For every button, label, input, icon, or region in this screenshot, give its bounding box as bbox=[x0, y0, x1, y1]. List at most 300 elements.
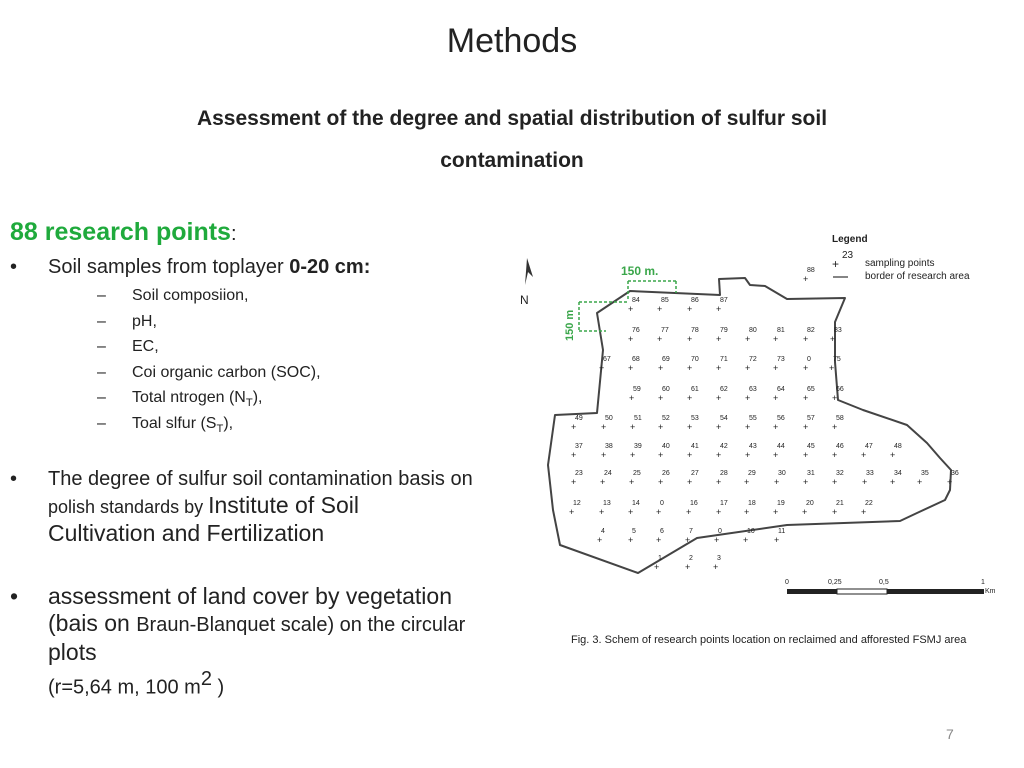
superscript: 2 bbox=[200, 668, 212, 690]
bullet-text: Soil samples from toplayer bbox=[48, 256, 290, 278]
sampling-point-label: 85 bbox=[661, 297, 669, 304]
sampling-point-label: 38 bbox=[605, 443, 613, 450]
sampling-point-label: 22 bbox=[865, 500, 873, 507]
sampling-point-label: 33 bbox=[866, 470, 874, 477]
sampling-point-label: 80 bbox=[749, 327, 757, 334]
sampling-point bbox=[599, 500, 611, 517]
sampling-point-label: 87 bbox=[720, 297, 728, 304]
sampling-point-label: 42 bbox=[720, 443, 728, 450]
sampling-point-label: 82 bbox=[807, 327, 815, 334]
sampling-point bbox=[802, 500, 814, 517]
sampling-point bbox=[745, 443, 757, 460]
sampling-point bbox=[716, 443, 728, 460]
sampling-point-plus-icon: + bbox=[571, 422, 577, 432]
sampling-point-plus-icon: + bbox=[743, 535, 749, 545]
sampling-point-label: 11 bbox=[778, 528, 786, 535]
sampling-point bbox=[832, 470, 844, 487]
subscript: T bbox=[216, 422, 224, 435]
sub-item-text: ), bbox=[223, 414, 234, 432]
sampling-point bbox=[745, 386, 757, 403]
sampling-point bbox=[716, 386, 728, 403]
sampling-point bbox=[658, 443, 670, 460]
sampling-points bbox=[569, 267, 959, 572]
sampling-point-plus-icon: + bbox=[773, 393, 779, 403]
sampling-point-label: 34 bbox=[894, 470, 902, 477]
sampling-point-plus-icon: + bbox=[687, 477, 693, 487]
sampling-point bbox=[629, 470, 641, 487]
sampling-point bbox=[917, 470, 929, 487]
sampling-point-label: 77 bbox=[661, 327, 669, 334]
research-points-heading bbox=[10, 218, 237, 247]
sampling-point-label: 26 bbox=[662, 470, 670, 477]
sampling-point bbox=[599, 356, 611, 373]
sampling-point-plus-icon: + bbox=[745, 334, 751, 344]
sampling-point-plus-icon: + bbox=[773, 334, 779, 344]
sampling-point-label: 7 bbox=[689, 528, 693, 535]
sampling-point-plus-icon: + bbox=[803, 363, 809, 373]
sampling-point bbox=[687, 470, 699, 487]
bullet-line: plots bbox=[48, 639, 97, 665]
sampling-point-plus-icon: + bbox=[658, 450, 664, 460]
sampling-point-label: 0 bbox=[660, 500, 664, 507]
sampling-point bbox=[601, 443, 613, 460]
sampling-point-plus-icon: + bbox=[803, 393, 809, 403]
sampling-point bbox=[745, 356, 757, 373]
dimension-vertical-label: 150 m bbox=[564, 309, 576, 341]
dimension-horizontal-label: 150 m. bbox=[621, 264, 659, 278]
sampling-point bbox=[628, 356, 640, 373]
sampling-point-label: 19 bbox=[777, 500, 785, 507]
sampling-point-label: 50 bbox=[605, 415, 613, 422]
sampling-point-label: 79 bbox=[720, 327, 728, 334]
sampling-point bbox=[628, 500, 640, 517]
scale-label: 0,25 bbox=[828, 579, 842, 586]
sampling-point-plus-icon: + bbox=[658, 477, 664, 487]
sampling-point-plus-icon: + bbox=[862, 477, 868, 487]
sampling-point-plus-icon: + bbox=[628, 334, 634, 344]
sampling-point-label: 46 bbox=[836, 443, 844, 450]
sampling-point-plus-icon: + bbox=[687, 334, 693, 344]
sampling-point-plus-icon: + bbox=[745, 393, 751, 403]
sampling-point-plus-icon: + bbox=[571, 450, 577, 460]
sampling-point-plus-icon: + bbox=[628, 363, 634, 373]
sampling-point-plus-icon: + bbox=[716, 334, 722, 344]
sampling-point-label: 68 bbox=[632, 356, 640, 363]
sampling-point-label: 3 bbox=[717, 555, 721, 562]
legend-border-label: border of research area bbox=[865, 271, 970, 282]
sampling-point-plus-icon: + bbox=[803, 450, 809, 460]
sampling-point bbox=[571, 470, 583, 487]
sampling-point-plus-icon: + bbox=[829, 363, 835, 373]
sampling-point-label: 6 bbox=[660, 528, 664, 535]
sampling-point-plus-icon: + bbox=[654, 562, 660, 572]
sampling-point-plus-icon: + bbox=[628, 304, 634, 314]
sampling-point-label: 0 bbox=[807, 356, 811, 363]
sampling-point bbox=[571, 415, 583, 432]
bullet-line: Braun-Blanquet scale) on the circular bbox=[136, 614, 466, 636]
bullet-soil-samples bbox=[10, 256, 370, 436]
sampling-point-plus-icon: + bbox=[600, 477, 606, 487]
sampling-point-plus-icon: + bbox=[599, 507, 605, 517]
sampling-point bbox=[773, 386, 785, 403]
sampling-point bbox=[890, 470, 902, 487]
sampling-point-plus-icon: + bbox=[802, 507, 808, 517]
sampling-point-plus-icon: + bbox=[630, 450, 636, 460]
sampling-point-plus-icon: + bbox=[861, 507, 867, 517]
points-number: 88 bbox=[10, 218, 38, 246]
sampling-point-label: 54 bbox=[720, 415, 728, 422]
sampling-point-label: 75 bbox=[833, 356, 841, 363]
sampling-point-plus-icon: + bbox=[773, 507, 779, 517]
sampling-point-plus-icon: + bbox=[832, 393, 838, 403]
sampling-point bbox=[629, 386, 641, 403]
sampling-point-label: 62 bbox=[720, 386, 728, 393]
bullet-dot: • bbox=[10, 583, 19, 609]
sampling-point-plus-icon: + bbox=[658, 422, 664, 432]
sampling-point bbox=[716, 470, 728, 487]
sampling-point-label: 48 bbox=[894, 443, 902, 450]
sampling-point-label: 31 bbox=[807, 470, 815, 477]
sampling-point bbox=[803, 415, 815, 432]
bullet-dot: • bbox=[10, 256, 18, 278]
sampling-point-label: 65 bbox=[807, 386, 815, 393]
sampling-point-label: 53 bbox=[691, 415, 699, 422]
sampling-point-plus-icon: + bbox=[890, 450, 896, 460]
sampling-point-label: 16 bbox=[690, 500, 698, 507]
sampling-point bbox=[687, 415, 699, 432]
sampling-point-plus-icon: + bbox=[601, 422, 607, 432]
north-label: N bbox=[520, 293, 529, 307]
sampling-point-plus-icon: + bbox=[716, 363, 722, 373]
sub-item-text: ), bbox=[252, 389, 263, 406]
sub-item-text: Coi organic carbon (SOC), bbox=[132, 363, 321, 381]
slide-title: Methods bbox=[446, 22, 578, 60]
sampling-point-plus-icon: + bbox=[658, 363, 664, 373]
sub-item-text: EC, bbox=[132, 338, 159, 355]
sub-item: – pH, bbox=[97, 312, 157, 330]
sampling-point-plus-icon: + bbox=[687, 304, 693, 314]
sampling-point bbox=[716, 500, 728, 517]
sampling-point-plus-icon: + bbox=[687, 363, 693, 373]
sampling-point bbox=[714, 528, 722, 545]
sampling-point-label: 36 bbox=[951, 470, 959, 477]
sampling-point bbox=[773, 356, 785, 373]
sampling-point-label: 66 bbox=[836, 386, 844, 393]
sampling-point-label: 55 bbox=[749, 415, 757, 422]
sampling-point-label: 14 bbox=[632, 500, 640, 507]
sampling-point-label: 60 bbox=[662, 386, 670, 393]
bullet-land-cover bbox=[10, 583, 465, 702]
sampling-point bbox=[656, 500, 664, 517]
slide-subtitle: Assessment of the degree and spatial distribution of sulfur soil contamination bbox=[196, 107, 828, 172]
sampling-point-label: 24 bbox=[604, 470, 612, 477]
sampling-point-plus-icon: + bbox=[716, 477, 722, 487]
sampling-point-label: 5 bbox=[632, 528, 636, 535]
sampling-point-plus-icon: + bbox=[773, 363, 779, 373]
sampling-point-plus-icon: + bbox=[687, 450, 693, 460]
sampling-point bbox=[862, 470, 874, 487]
sampling-point bbox=[745, 327, 757, 344]
bullet-line: Institute of Soil bbox=[208, 492, 359, 518]
sampling-point-label: 32 bbox=[836, 470, 844, 477]
sampling-point-plus-icon: + bbox=[832, 422, 838, 432]
scale-bar bbox=[785, 579, 996, 595]
scale-unit: Km bbox=[985, 588, 996, 595]
sampling-point bbox=[686, 500, 698, 517]
scale-label: 1 bbox=[981, 579, 985, 586]
legend-title: Legend bbox=[832, 234, 868, 245]
points-label: research points bbox=[44, 218, 231, 246]
sampling-point-plus-icon: + bbox=[832, 450, 838, 460]
sampling-point-plus-icon: + bbox=[832, 477, 838, 487]
sampling-point-plus-icon: + bbox=[745, 363, 751, 373]
legend-plus-icon: + bbox=[832, 257, 840, 271]
sampling-point-label: 86 bbox=[691, 297, 699, 304]
sampling-point-label: 83 bbox=[834, 327, 842, 334]
sampling-point-plus-icon: + bbox=[803, 334, 809, 344]
sampling-point bbox=[569, 500, 581, 517]
sampling-point bbox=[658, 415, 670, 432]
sampling-point bbox=[832, 500, 844, 517]
north-arrow-icon bbox=[520, 258, 533, 307]
sub-item-text: Toal slfur (S bbox=[132, 414, 217, 432]
sampling-point-plus-icon: + bbox=[890, 477, 896, 487]
sampling-point bbox=[630, 415, 642, 432]
sampling-point-label: 28 bbox=[720, 470, 728, 477]
sampling-point bbox=[658, 386, 670, 403]
map-legend bbox=[832, 234, 970, 282]
sampling-point bbox=[744, 500, 756, 517]
sub-item-text: pH, bbox=[132, 312, 157, 330]
sampling-point-plus-icon: + bbox=[716, 450, 722, 460]
sampling-point-label: 43 bbox=[749, 443, 757, 450]
bullet-bold-depth: 0-20 cm: bbox=[289, 256, 371, 278]
sampling-point bbox=[773, 443, 785, 460]
sampling-point-plus-icon: + bbox=[714, 535, 720, 545]
sampling-point bbox=[773, 500, 785, 517]
sub-item-nitrogen: – Total ntrogen $(N_T)$, bbox=[97, 389, 263, 410]
sampling-point-plus-icon: + bbox=[685, 562, 691, 572]
sampling-point-plus-icon: + bbox=[657, 334, 663, 344]
sampling-point-plus-icon: + bbox=[571, 477, 577, 487]
sampling-point-label: 18 bbox=[748, 500, 756, 507]
sampling-point-label: 41 bbox=[691, 443, 699, 450]
sampling-point bbox=[716, 297, 728, 314]
sampling-point bbox=[744, 470, 756, 487]
sub-item-sulfur: – Toal slfur $(S_T)$, bbox=[97, 414, 234, 435]
sampling-point-label: 73 bbox=[777, 356, 785, 363]
bullet-line: (r=5,64 m, 100 m bbox=[48, 676, 201, 699]
sampling-point bbox=[687, 356, 699, 373]
subscript: T bbox=[245, 397, 253, 410]
sampling-point-plus-icon: + bbox=[803, 274, 809, 284]
sampling-point bbox=[803, 267, 815, 284]
sub-item: – EC, bbox=[97, 338, 159, 355]
sampling-point-plus-icon: + bbox=[803, 477, 809, 487]
sampling-point-plus-icon: + bbox=[917, 477, 923, 487]
sampling-point bbox=[571, 443, 583, 460]
sampling-point bbox=[657, 327, 669, 344]
sampling-point-plus-icon: + bbox=[656, 535, 662, 545]
sampling-point-label: 69 bbox=[662, 356, 670, 363]
bullet-line: assessment of land cover by vegetation bbox=[48, 583, 453, 609]
sampling-point bbox=[861, 443, 873, 460]
sampling-point bbox=[745, 415, 757, 432]
sampling-point-plus-icon: + bbox=[832, 507, 838, 517]
sampling-point bbox=[803, 443, 815, 460]
sampling-point bbox=[657, 297, 669, 314]
sampling-point-label: 57 bbox=[807, 415, 815, 422]
sampling-point-label: 61 bbox=[691, 386, 699, 393]
sampling-point-label: 51 bbox=[634, 415, 642, 422]
sampling-point-plus-icon: + bbox=[657, 304, 663, 314]
research-points-map bbox=[515, 225, 1020, 600]
sub-list bbox=[92, 283, 370, 436]
bullet-contamination-degree bbox=[10, 466, 473, 546]
sampling-point-plus-icon: + bbox=[830, 334, 836, 344]
sampling-point-plus-icon: + bbox=[658, 393, 664, 403]
sampling-point-label: 71 bbox=[720, 356, 728, 363]
sampling-point-label: 23 bbox=[575, 470, 583, 477]
sampling-point-plus-icon: + bbox=[629, 477, 635, 487]
sampling-point-plus-icon: + bbox=[716, 393, 722, 403]
sampling-point-label: 76 bbox=[632, 327, 640, 334]
sampling-point-label: 0 bbox=[718, 528, 722, 535]
sampling-point-plus-icon: + bbox=[687, 422, 693, 432]
sub-item: – Soil composiion, bbox=[97, 287, 249, 304]
sampling-point bbox=[656, 528, 664, 545]
sampling-point-label: 81 bbox=[777, 327, 785, 334]
page-number: 7 bbox=[946, 726, 954, 742]
sampling-point-plus-icon: + bbox=[686, 507, 692, 517]
sampling-point bbox=[890, 443, 902, 460]
sampling-point bbox=[803, 470, 815, 487]
sampling-point-label: 47 bbox=[865, 443, 873, 450]
sampling-point-plus-icon: + bbox=[599, 363, 605, 373]
sub-item-text: Total ntrogen (N bbox=[132, 389, 246, 406]
sampling-point-plus-icon: + bbox=[773, 450, 779, 460]
sampling-point-plus-icon: + bbox=[744, 477, 750, 487]
sampling-point bbox=[628, 297, 640, 314]
sampling-point-plus-icon: + bbox=[745, 422, 751, 432]
sampling-point-plus-icon: + bbox=[687, 393, 693, 403]
sampling-point-plus-icon: + bbox=[628, 507, 634, 517]
sampling-point bbox=[803, 386, 815, 403]
sampling-point-plus-icon: + bbox=[745, 450, 751, 460]
sampling-point bbox=[687, 386, 699, 403]
sampling-point-label: 20 bbox=[806, 500, 814, 507]
sampling-point-plus-icon: + bbox=[685, 535, 691, 545]
sampling-point bbox=[600, 470, 612, 487]
sampling-point-plus-icon: + bbox=[656, 507, 662, 517]
sampling-point-label: 56 bbox=[777, 415, 785, 422]
legend-sampling-label: sampling points bbox=[865, 258, 935, 269]
sampling-point-label: 35 bbox=[921, 470, 929, 477]
sampling-point bbox=[658, 356, 670, 373]
sampling-point bbox=[716, 415, 728, 432]
sampling-point-label: 39 bbox=[634, 443, 642, 450]
sampling-point bbox=[687, 297, 699, 314]
bullet-line: polish standards by bbox=[48, 497, 209, 517]
sampling-point-plus-icon: + bbox=[630, 422, 636, 432]
sampling-point-label: 64 bbox=[777, 386, 785, 393]
sampling-point bbox=[654, 555, 662, 572]
sampling-point bbox=[687, 443, 699, 460]
sampling-point-label: 49 bbox=[575, 415, 583, 422]
figure-caption: Fig. 3. Schem of research points location on reclaimed and afforested FSMJ area bbox=[571, 634, 967, 646]
sampling-point bbox=[832, 415, 844, 432]
sampling-point-label: 40 bbox=[662, 443, 670, 450]
sampling-point-plus-icon: + bbox=[774, 535, 780, 545]
sampling-point-label: 67 bbox=[603, 356, 611, 363]
bullet-line: Cultivation and Fertilization bbox=[48, 520, 325, 546]
sampling-point-plus-icon: + bbox=[629, 393, 635, 403]
sampling-point-label: 12 bbox=[573, 500, 581, 507]
sampling-point bbox=[628, 528, 636, 545]
sub-item: – Coi organic carbon (SOC), bbox=[97, 363, 321, 381]
sampling-point-label: 58 bbox=[836, 415, 844, 422]
sampling-point bbox=[713, 555, 721, 572]
points-colon: : bbox=[230, 223, 237, 245]
sampling-point-label: 52 bbox=[662, 415, 670, 422]
sampling-point bbox=[774, 528, 785, 545]
sampling-point-plus-icon: + bbox=[773, 422, 779, 432]
sampling-point bbox=[803, 327, 815, 344]
sampling-point bbox=[716, 356, 728, 373]
sampling-point-label: 1 bbox=[658, 555, 662, 562]
sampling-point-label: 59 bbox=[633, 386, 641, 393]
sampling-point-label: 21 bbox=[836, 500, 844, 507]
sampling-point-label: 27 bbox=[691, 470, 699, 477]
sampling-point bbox=[628, 327, 640, 344]
sampling-point-label: 30 bbox=[778, 470, 786, 477]
sampling-point-label: 29 bbox=[748, 470, 756, 477]
sampling-point-plus-icon: + bbox=[947, 477, 953, 487]
sampling-point bbox=[774, 470, 786, 487]
sampling-point-label: 44 bbox=[777, 443, 785, 450]
sampling-point-plus-icon: + bbox=[601, 450, 607, 460]
sampling-point-plus-icon: + bbox=[774, 477, 780, 487]
sampling-point-plus-icon: + bbox=[713, 562, 719, 572]
sampling-point-label: 72 bbox=[749, 356, 757, 363]
sampling-point-label: 4 bbox=[601, 528, 605, 535]
sampling-point-plus-icon: + bbox=[716, 422, 722, 432]
scale-label: 0 bbox=[785, 579, 789, 586]
sampling-point bbox=[803, 356, 811, 373]
legend-point-number: 23 bbox=[842, 250, 854, 261]
sampling-point-plus-icon: + bbox=[597, 535, 603, 545]
sampling-point bbox=[687, 327, 699, 344]
bullet-line: ) bbox=[211, 676, 225, 699]
sampling-point-plus-icon: + bbox=[716, 507, 722, 517]
bullet-dot: • bbox=[10, 468, 18, 490]
sampling-point bbox=[658, 470, 670, 487]
sampling-point-label: 13 bbox=[603, 500, 611, 507]
sampling-point-plus-icon: + bbox=[803, 422, 809, 432]
sampling-point bbox=[601, 415, 613, 432]
sampling-point-plus-icon: + bbox=[628, 535, 634, 545]
sampling-point-label: 78 bbox=[691, 327, 699, 334]
sampling-point bbox=[685, 555, 693, 572]
sampling-point bbox=[773, 327, 785, 344]
sampling-point-label: 70 bbox=[691, 356, 699, 363]
sub-item-text: Soil composiion, bbox=[132, 287, 249, 304]
sampling-point-label: 37 bbox=[575, 443, 583, 450]
sampling-point bbox=[630, 443, 642, 460]
sampling-point-label: 84 bbox=[632, 297, 640, 304]
sampling-point bbox=[947, 470, 959, 487]
sampling-point-label: 45 bbox=[807, 443, 815, 450]
